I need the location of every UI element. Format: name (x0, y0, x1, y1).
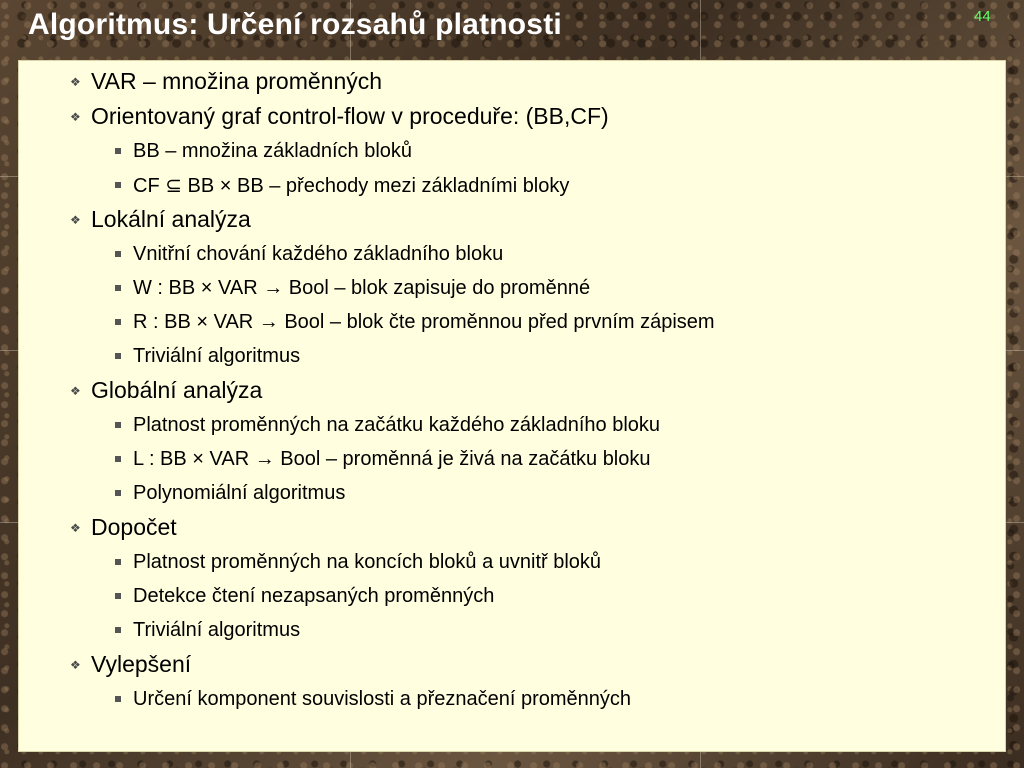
bullet-text: L : BB × VAR → Bool – proměnná je živá na začátku bloku (133, 447, 651, 470)
bullet-text: Lokální analýza (91, 206, 251, 232)
sub-bullet-item (115, 613, 715, 647)
bullet-text: Globální analýza (91, 377, 263, 403)
square-bullet-icon (115, 311, 133, 334)
bullet-text: W : BB × VAR → Bool – blok zapisuje do proměnné (133, 276, 591, 299)
bullet-item (70, 64, 715, 99)
bullet-text: Orientovaný graf control-flow v proceduře: (BB,CF) (91, 103, 609, 129)
four-diamond-bullet-icon: ❖ (70, 212, 81, 227)
square-bullet-icon (115, 243, 133, 266)
bullet-text: Triviální algoritmus (133, 618, 301, 641)
sub-bullet-item (115, 305, 715, 339)
sub-bullet-item (115, 682, 715, 716)
bullet-text: VAR – množina proměnných (91, 68, 383, 94)
sub-bullet-item (115, 442, 715, 476)
sub-bullet-item (115, 545, 715, 579)
four-diamond-bullet-icon: ❖ (70, 109, 81, 124)
square-bullet-icon (115, 140, 133, 163)
square-bullet-icon (115, 619, 133, 642)
square-bullet-icon (115, 414, 133, 437)
bullet-text: Platnost proměnných na začátku každého základního bloku (133, 413, 661, 436)
four-diamond-bullet-icon: ❖ (70, 74, 81, 89)
sub-bullet-item (115, 237, 715, 271)
page-number: 44 (974, 8, 991, 25)
square-bullet-icon (115, 551, 133, 574)
square-bullet-icon (115, 482, 133, 505)
bullet-text: Platnost proměnných na koncích bloků a uvnitř bloků (133, 550, 602, 573)
slide-title: Algoritmus: Určení rozsahů platnosti (28, 8, 562, 41)
square-bullet-icon (115, 688, 133, 711)
bullet-text: R : BB × VAR → Bool – blok čte proměnnou před prvním zápisem (133, 310, 715, 333)
four-diamond-bullet-icon: ❖ (70, 520, 81, 535)
four-diamond-bullet-icon: ❖ (70, 657, 81, 672)
square-bullet-icon (115, 585, 133, 608)
bullet-item (70, 510, 715, 545)
sub-bullet-item (115, 168, 715, 202)
square-bullet-icon (115, 174, 133, 197)
bullet-item (70, 373, 715, 408)
bullet-text: BB – množina základních bloků (133, 139, 413, 162)
four-diamond-bullet-icon: ❖ (70, 383, 81, 398)
bullet-item (70, 647, 715, 682)
sub-bullet-item (115, 339, 715, 373)
sub-bullet-item (115, 134, 715, 168)
square-bullet-icon (115, 448, 133, 471)
sub-bullet-item (115, 579, 715, 613)
bullet-text: Triviální algoritmus (133, 344, 301, 367)
bullet-item (70, 202, 715, 237)
bullet-text: CF ⊆ BB × BB – přechody mezi základními bloky (133, 174, 570, 197)
bullet-text: Dopočet (91, 514, 177, 540)
bullet-text: Polynomiální algoritmus (133, 481, 346, 504)
bullet-text: Určení komponent souvislosti a přeznačení proměnných (133, 687, 632, 710)
bullet-text: Vylepšení (91, 651, 192, 677)
sub-bullet-item (115, 271, 715, 305)
sub-bullet-item (115, 476, 715, 510)
bullet-item (70, 99, 715, 134)
square-bullet-icon (115, 345, 133, 368)
square-bullet-icon (115, 277, 133, 300)
bullet-list (70, 64, 715, 716)
bullet-text: Vnitřní chování každého základního bloku (133, 242, 504, 265)
bullet-text: Detekce čtení nezapsaných proměnných (133, 584, 495, 607)
sub-bullet-item (115, 408, 715, 442)
